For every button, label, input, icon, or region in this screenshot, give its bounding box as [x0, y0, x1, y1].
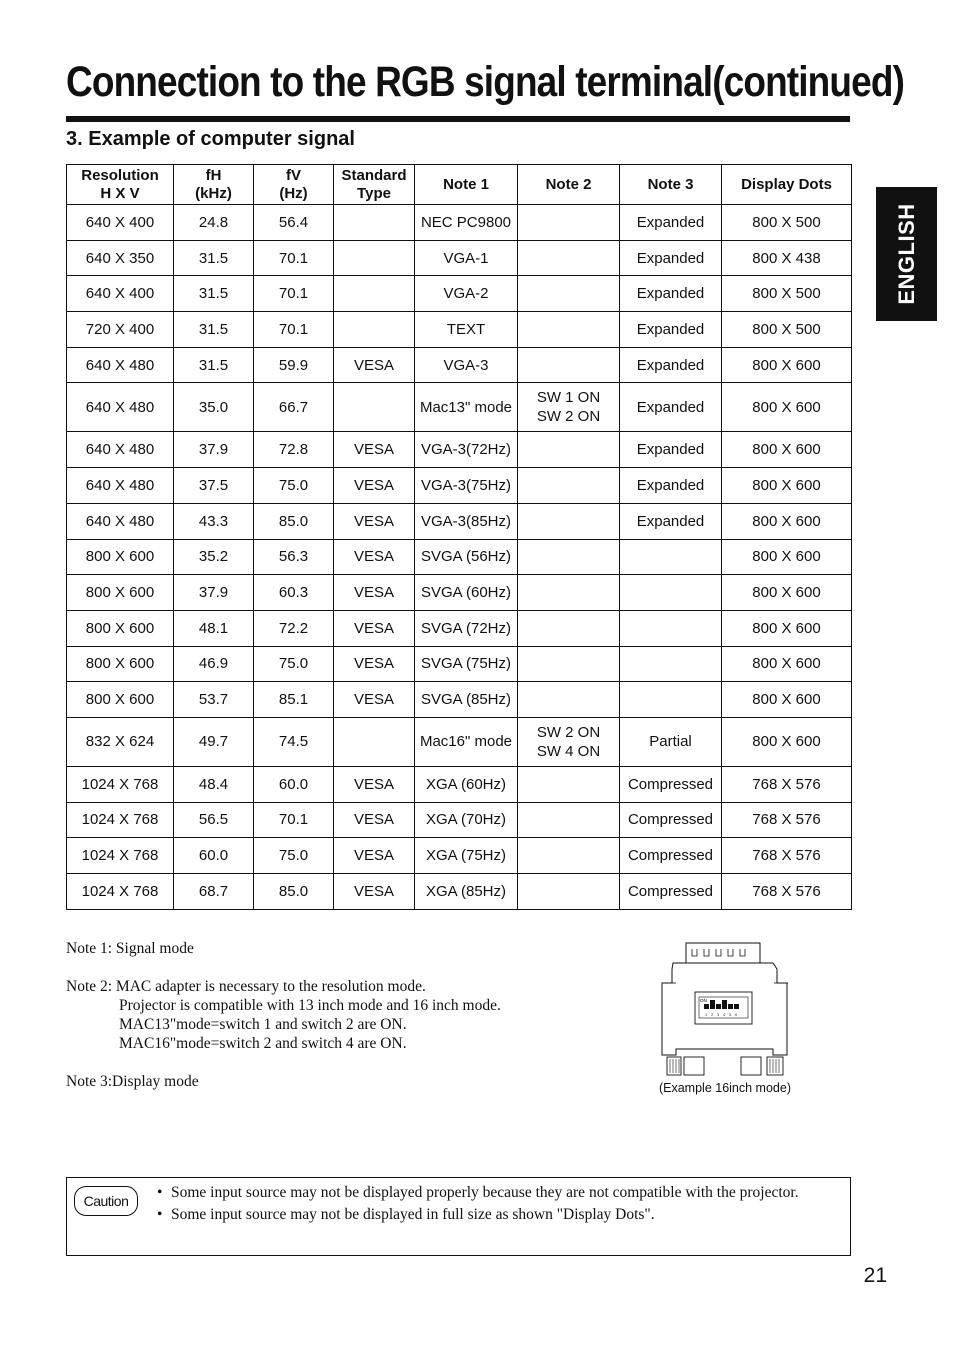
table-body [67, 205, 852, 910]
bullet-icon: • [157, 1206, 163, 1223]
cell-fv: 85.0 [254, 874, 334, 910]
cell-fv: 74.5 [254, 717, 334, 766]
table-row [67, 205, 852, 241]
caution-item-text: Some input source may not be displayed properly because they are not compatible with the projector. [171, 1184, 799, 1201]
table-row [67, 312, 852, 348]
caution-item [157, 1204, 843, 1226]
cell-note3: Expanded [620, 503, 722, 539]
column-header-line: Note 3 [647, 175, 694, 193]
column-header-line: fH [205, 166, 222, 184]
cell-fv: 85.1 [254, 682, 334, 718]
cell-std: VESA [334, 432, 415, 468]
cell-fh: 48.4 [174, 766, 254, 802]
cell-resolution: 800 X 600 [67, 646, 174, 682]
cell-note3: Expanded [620, 347, 722, 383]
cell-note1: VGA-3(72Hz) [415, 432, 518, 468]
column-header [415, 165, 518, 205]
cell-std [334, 312, 415, 348]
note-2 [66, 977, 626, 1053]
cell-dots: 800 X 600 [722, 503, 852, 539]
switch-number: 6 [735, 1012, 738, 1017]
cell-resolution: 640 X 480 [67, 503, 174, 539]
caution-item [157, 1182, 843, 1204]
column-header-line: H X V [100, 184, 140, 202]
cell-resolution: 1024 X 768 [67, 766, 174, 802]
cell-note1: SVGA (60Hz) [415, 575, 518, 611]
column-header-line: fV [286, 166, 301, 184]
cell-note3 [620, 682, 722, 718]
cell-dots: 800 X 500 [722, 205, 852, 241]
table-row [67, 503, 852, 539]
table-row [67, 432, 852, 468]
table-row [67, 468, 852, 504]
cell-fv: 66.7 [254, 383, 334, 432]
cell-note2 [518, 838, 620, 874]
cell-note3 [620, 646, 722, 682]
switch-number: 1 [705, 1012, 708, 1017]
cell-std: VESA [334, 610, 415, 646]
cell-fh: 37.5 [174, 468, 254, 504]
cell-note3 [620, 610, 722, 646]
cell-resolution: 800 X 600 [67, 539, 174, 575]
switch-number: 2 [711, 1012, 714, 1017]
section-heading: 3. Example of computer signal [66, 128, 355, 150]
cell-dots: 800 X 600 [722, 717, 852, 766]
page-title: Connection to the RGB signal terminal(continued) [66, 58, 905, 106]
cell-std: VESA [334, 347, 415, 383]
cell-fh: 48.1 [174, 610, 254, 646]
cell-std [334, 717, 415, 766]
cell-fv: 75.0 [254, 838, 334, 874]
cell-dots: 800 X 600 [722, 432, 852, 468]
column-header [67, 165, 174, 205]
caution-box [66, 1177, 851, 1256]
cell-std: VESA [334, 468, 415, 504]
cell-note2 [518, 717, 620, 766]
cell-fh: 68.7 [174, 874, 254, 910]
cell-fv: 70.1 [254, 276, 334, 312]
cell-fh: 35.2 [174, 539, 254, 575]
cell-dots: 768 X 576 [722, 766, 852, 802]
cell-fh: 35.0 [174, 383, 254, 432]
note-2-line: Note 2: MAC adapter is necessary to the resolution mode. [66, 978, 426, 995]
cell-fh: 53.7 [174, 682, 254, 718]
cell-resolution: 800 X 600 [67, 610, 174, 646]
cell-fv: 60.0 [254, 766, 334, 802]
cell-note3 [620, 575, 722, 611]
cell-fh: 37.9 [174, 575, 254, 611]
cell-fv: 60.3 [254, 575, 334, 611]
table-header-row [67, 165, 852, 205]
cell-fh: 31.5 [174, 312, 254, 348]
column-header [620, 165, 722, 205]
cell-dots: 800 X 500 [722, 312, 852, 348]
language-tab-label: ENGLISH [893, 203, 919, 305]
caution-label: Caution [74, 1186, 138, 1216]
cell-note2 [518, 205, 620, 241]
cell-note2 [518, 468, 620, 504]
cell-std: VESA [334, 503, 415, 539]
cell-note2 [518, 539, 620, 575]
cell-note1: VGA-3(75Hz) [415, 468, 518, 504]
cell-dots: 800 X 438 [722, 240, 852, 276]
cell-note2 [518, 432, 620, 468]
cell-note3 [620, 539, 722, 575]
table-row [67, 802, 852, 838]
cell-resolution: 640 X 480 [67, 383, 174, 432]
switch-on-label: ON [700, 998, 707, 1003]
cell-std: VESA [334, 539, 415, 575]
title-rule [66, 116, 850, 122]
mac-adapter-illustration [655, 940, 795, 1080]
column-header [334, 165, 415, 205]
column-header-line: Type [357, 184, 391, 202]
cell-resolution: 1024 X 768 [67, 874, 174, 910]
cell-note2 [518, 874, 620, 910]
column-header-line: Standard [341, 166, 407, 184]
cell-note2 [518, 503, 620, 539]
cell-std [334, 276, 415, 312]
cell-note1: VGA-2 [415, 276, 518, 312]
cell-note3: Expanded [620, 468, 722, 504]
cell-std: VESA [334, 766, 415, 802]
column-header-line: Note 2 [545, 175, 592, 193]
cell-note1: Mac13" mode [415, 383, 518, 432]
column-header [722, 165, 852, 205]
cell-note1: VGA-3(85Hz) [415, 503, 518, 539]
cell-std [334, 205, 415, 241]
note-2-line: MAC16"mode=switch 2 and switch 4 are ON. [119, 1035, 407, 1052]
caution-list [157, 1182, 843, 1226]
cell-note2 [518, 276, 620, 312]
cell-dots: 800 X 500 [722, 276, 852, 312]
cell-note1: SVGA (85Hz) [415, 682, 518, 718]
table-row [67, 575, 852, 611]
table-row [67, 838, 852, 874]
cell-fv: 70.1 [254, 312, 334, 348]
cell-std: VESA [334, 575, 415, 611]
cell-fv: 75.0 [254, 468, 334, 504]
column-header [518, 165, 620, 205]
cell-resolution: 640 X 400 [67, 276, 174, 312]
cell-fv: 59.9 [254, 347, 334, 383]
cell-std: VESA [334, 838, 415, 874]
table-row [67, 766, 852, 802]
note-1: Note 1: Signal mode [66, 940, 194, 957]
cell-note3: Expanded [620, 205, 722, 241]
notes [66, 939, 626, 1110]
cell-resolution: 640 X 480 [67, 432, 174, 468]
cell-note2 [518, 682, 620, 718]
column-header-line: (Hz) [279, 184, 308, 202]
cell-std: VESA [334, 646, 415, 682]
cell-resolution: 800 X 600 [67, 682, 174, 718]
table-row [67, 539, 852, 575]
switch-number: 4 [723, 1012, 726, 1017]
cell-fv: 85.0 [254, 503, 334, 539]
cell-note3: Compressed [620, 766, 722, 802]
cell-fh: 31.5 [174, 276, 254, 312]
cell-note2 [518, 575, 620, 611]
cell-std: VESA [334, 802, 415, 838]
cell-note1: VGA-1 [415, 240, 518, 276]
cell-note3: Expanded [620, 432, 722, 468]
cell-note3: Expanded [620, 312, 722, 348]
cell-dots: 800 X 600 [722, 347, 852, 383]
cell-resolution: 640 X 350 [67, 240, 174, 276]
cell-resolution: 640 X 480 [67, 347, 174, 383]
cell-resolution: 640 X 480 [67, 468, 174, 504]
note-3: Note 3:Display mode [66, 1073, 199, 1090]
cell-note1: Mac16" mode [415, 717, 518, 766]
cell-note3: Expanded [620, 240, 722, 276]
cell-dots: 800 X 600 [722, 682, 852, 718]
cell-fh: 49.7 [174, 717, 254, 766]
cell-note2-line: SW 1 ON [536, 389, 601, 407]
page-number: 21 [863, 1264, 887, 1287]
cell-std [334, 240, 415, 276]
cell-std: VESA [334, 682, 415, 718]
table-row [67, 347, 852, 383]
cell-note2 [518, 383, 620, 432]
cell-note3: Compressed [620, 874, 722, 910]
cell-note3: Expanded [620, 383, 722, 432]
column-header-line: (kHz) [195, 184, 232, 202]
cell-fh: 46.9 [174, 646, 254, 682]
cell-fh: 43.3 [174, 503, 254, 539]
adapter-caption: (Example 16inch mode) [658, 1081, 791, 1095]
cell-dots: 800 X 600 [722, 468, 852, 504]
table-row [67, 646, 852, 682]
cell-note2 [518, 646, 620, 682]
caution-item-text: Some input source may not be displayed in full size as shown "Display Dots". [171, 1206, 655, 1223]
cell-note1: XGA (75Hz) [415, 838, 518, 874]
column-header-line: Resolution [81, 166, 159, 184]
table-row [67, 276, 852, 312]
cell-note1: NEC PC9800 [415, 205, 518, 241]
cell-note1: VGA-3 [415, 347, 518, 383]
cell-resolution: 1024 X 768 [67, 802, 174, 838]
cell-fh: 31.5 [174, 347, 254, 383]
cell-resolution: 832 X 624 [67, 717, 174, 766]
cell-note2-line: SW 2 ON [536, 723, 601, 741]
language-tab [876, 187, 937, 321]
cell-resolution: 720 X 400 [67, 312, 174, 348]
cell-dots: 768 X 576 [722, 838, 852, 874]
cell-std [334, 383, 415, 432]
cell-note3: Partial [620, 717, 722, 766]
cell-fh: 31.5 [174, 240, 254, 276]
cell-note3: Expanded [620, 276, 722, 312]
cell-fh: 37.9 [174, 432, 254, 468]
table-row [67, 682, 852, 718]
cell-note2 [518, 347, 620, 383]
cell-note1: SVGA (75Hz) [415, 646, 518, 682]
table-row [67, 717, 852, 766]
computer-signal-table [66, 164, 852, 910]
table-row [67, 610, 852, 646]
cell-dots: 768 X 576 [722, 874, 852, 910]
cell-fv: 56.3 [254, 539, 334, 575]
cell-fh: 56.5 [174, 802, 254, 838]
cell-dots: 768 X 576 [722, 802, 852, 838]
cell-note2 [518, 802, 620, 838]
cell-note2-line: SW 4 ON [536, 742, 601, 760]
column-header [254, 165, 334, 205]
switch-number: 5 [729, 1012, 732, 1017]
column-header [174, 165, 254, 205]
cell-note2 [518, 240, 620, 276]
cell-resolution: 1024 X 768 [67, 838, 174, 874]
bullet-icon: • [157, 1184, 163, 1201]
table-row [67, 874, 852, 910]
cell-dots: 800 X 600 [722, 575, 852, 611]
cell-fv: 56.4 [254, 205, 334, 241]
cell-note1: XGA (70Hz) [415, 802, 518, 838]
note-2-line: Projector is compatible with 13 inch mode and 16 inch mode. [119, 997, 501, 1014]
cell-fv: 70.1 [254, 802, 334, 838]
column-header-line: Note 1 [443, 175, 489, 193]
cell-fh: 60.0 [174, 838, 254, 874]
cell-fv: 72.2 [254, 610, 334, 646]
cell-dots: 800 X 600 [722, 383, 852, 432]
column-header-line: Display Dots [741, 175, 832, 193]
cell-note1: SVGA (56Hz) [415, 539, 518, 575]
cell-note3: Compressed [620, 838, 722, 874]
cell-note1: XGA (60Hz) [415, 766, 518, 802]
cell-note2 [518, 312, 620, 348]
cell-fv: 72.8 [254, 432, 334, 468]
cell-fv: 75.0 [254, 646, 334, 682]
cell-resolution: 640 X 400 [67, 205, 174, 241]
switch-number: 3 [717, 1012, 720, 1017]
cell-note1: TEXT [415, 312, 518, 348]
cell-note2 [518, 610, 620, 646]
note-2-line: MAC13"mode=switch 1 and switch 2 are ON. [119, 1016, 407, 1033]
cell-resolution: 800 X 600 [67, 575, 174, 611]
cell-dots: 800 X 600 [722, 610, 852, 646]
cell-dots: 800 X 600 [722, 646, 852, 682]
cell-note2 [518, 766, 620, 802]
cell-dots: 800 X 600 [722, 539, 852, 575]
table-row [67, 240, 852, 276]
cell-std: VESA [334, 874, 415, 910]
table-row [67, 383, 852, 432]
cell-note3: Compressed [620, 802, 722, 838]
cell-fv: 70.1 [254, 240, 334, 276]
cell-fh: 24.8 [174, 205, 254, 241]
cell-note1: SVGA (72Hz) [415, 610, 518, 646]
cell-note2-line: SW 2 ON [536, 408, 601, 426]
cell-note1: XGA (85Hz) [415, 874, 518, 910]
